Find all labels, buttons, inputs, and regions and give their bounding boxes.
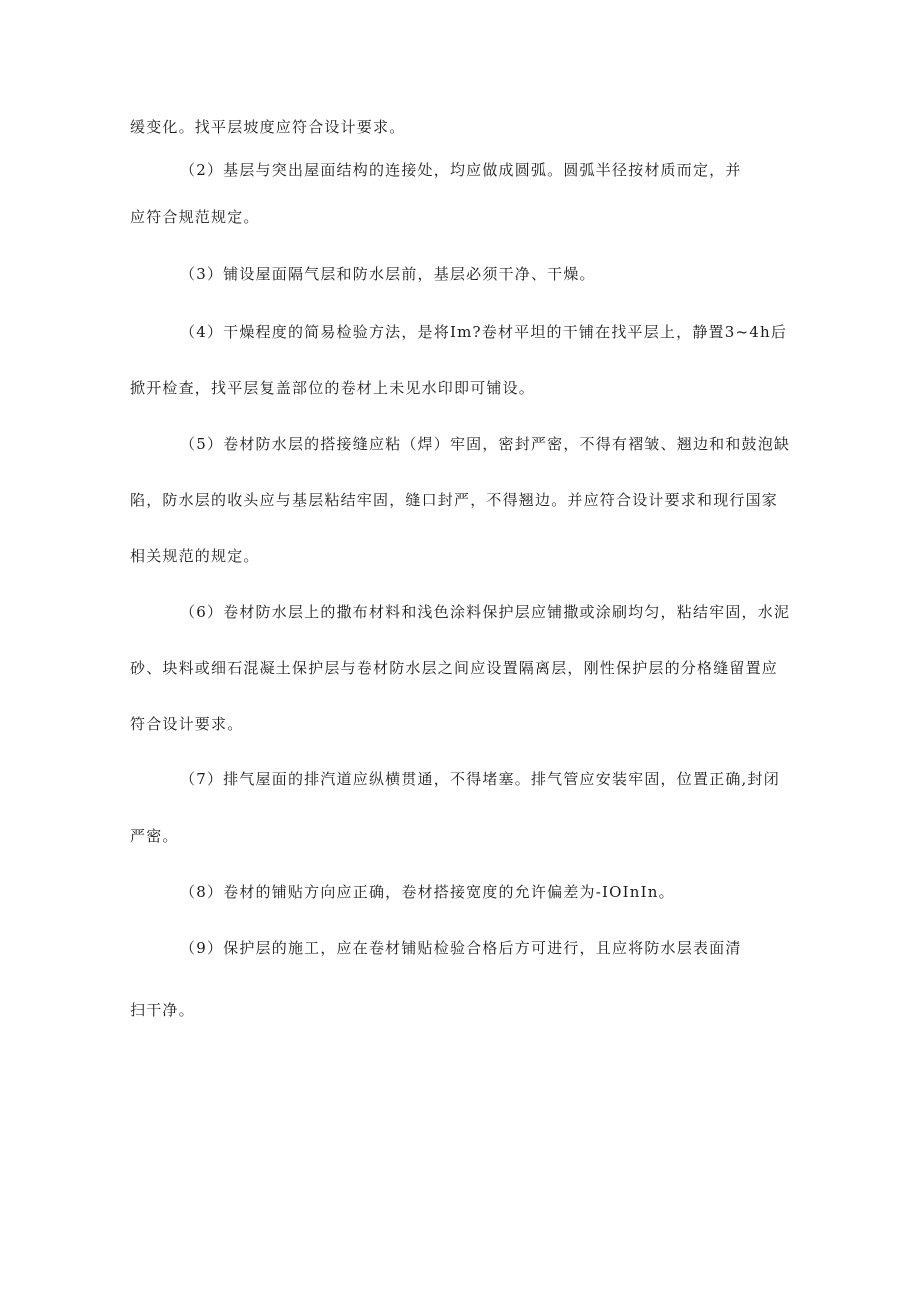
text-line-10: （6）卷材防水层上的撒布材料和浅色涂料保护层应铺撒或涂刷均匀，粘结牢固，水泥 (180, 603, 791, 621)
text-line-6: 掀开检查，找平层复盖部位的卷材上未见水印即可铺设。 (130, 379, 536, 397)
text-line-11: 砂、块料或细石混凝土保护层与卷材防水层之间应设置隔离层，刚性保护层的分格缝留置应 (130, 659, 779, 677)
text-line-2: （2）基层与突出屋面结构的连接处，均应做成圆弧。圆弧半径按材质而定，并 (180, 161, 742, 179)
text-line-13: （7）排气屋面的排汽道应纵横贯通，不得堵塞。排气管应安装牢固，位置正确,封闭 (180, 770, 780, 788)
text-line-17: 扫干净。 (130, 1001, 195, 1019)
text-line-14: 严密。 (130, 827, 179, 845)
text-line-12: 符合设计要求。 (130, 715, 244, 733)
text-line-3: 应符合规范规定。 (130, 208, 260, 226)
text-line-4: （3）铺设屋面隔气层和防水层前，基层必须干净、干燥。 (180, 265, 596, 283)
text-line-5: （4）干燥程度的简易检验方法，是将Im?卷材平坦的干铺在找平层上，静置3~4h后 (180, 323, 788, 341)
text-line-15: （8）卷材的铺贴方向应正确，卷材搭接宽度的允许偏差为-IOInIn。 (180, 883, 675, 901)
text-line-9: 相关规范的规定。 (130, 547, 260, 565)
text-line-16: （9）保护层的施工，应在卷材铺贴检验合格后方可进行，且应将防水层表面清 (180, 939, 742, 957)
text-line-1: 缓变化。找平层坡度应符合设计要求。 (130, 118, 406, 136)
text-line-7: （5）卷材防水层的搭接缝应粘（焊）牢固，密封严密，不得有褶皱、翘边和和鼓泡缺 (180, 435, 791, 453)
text-line-8: 陷，防水层的收头应与基层粘结牢固，缝口封严，不得翘边。并应符合设计要求和现行国家 (130, 491, 779, 509)
